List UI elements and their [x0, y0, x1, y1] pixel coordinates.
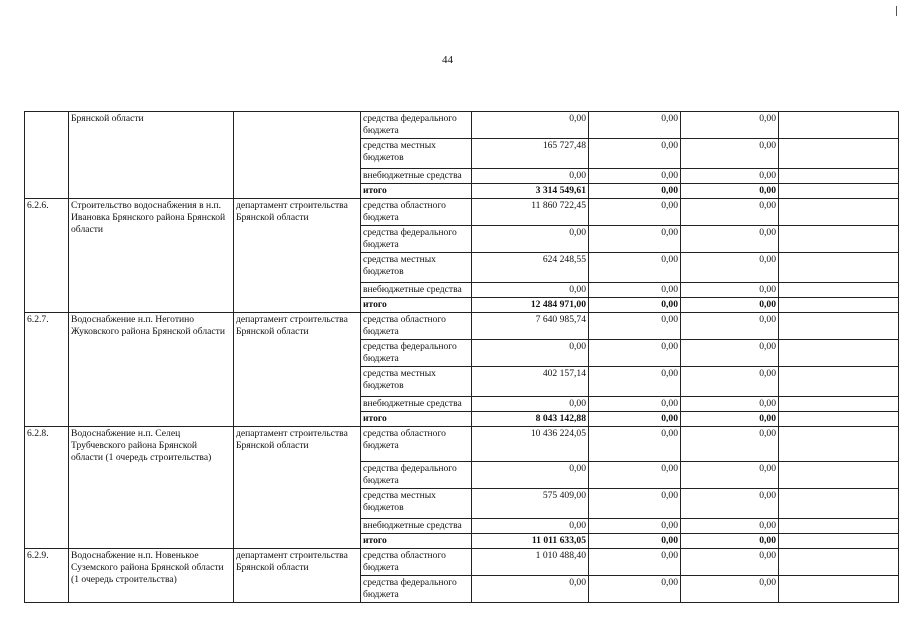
amount-year-2: 0,00	[589, 340, 681, 367]
amount-year-3: 0,00	[681, 313, 779, 340]
amount-year-3: 0,00	[681, 489, 779, 519]
amount-year-2: 0,00	[589, 489, 681, 519]
empty-cell	[779, 253, 899, 283]
amount-year-2: 0,00	[589, 462, 681, 489]
amount-year-1: 8 043 142,88	[472, 412, 589, 427]
amount-year-2: 0,00	[589, 184, 681, 199]
amount-year-3: 0,00	[681, 226, 779, 253]
amount-year-2: 0,00	[589, 112, 681, 139]
amount-year-2: 0,00	[589, 313, 681, 340]
amount-year-2: 0,00	[589, 534, 681, 549]
funding-source: средства областного бюджета	[361, 427, 472, 462]
amount-year-1: 624 248,55	[472, 253, 589, 283]
amount-year-2: 0,00	[589, 226, 681, 253]
empty-cell	[779, 226, 899, 253]
funding-source: средства областного бюджета	[361, 549, 472, 576]
amount-year-1: 11 011 633,05	[472, 534, 589, 549]
table-row	[25, 549, 899, 576]
item-name: Строительство водоснабжения в н.п. Ивановка Брянского района Брянской области	[69, 199, 234, 313]
amount-year-3: 0,00	[681, 534, 779, 549]
empty-cell	[779, 112, 899, 139]
amount-year-1: 11 860 722,45	[472, 199, 589, 226]
funding-source: итого	[361, 184, 472, 199]
empty-cell	[779, 169, 899, 184]
funding-source: внебюджетные средства	[361, 283, 472, 298]
responsible-department: департамент строительства Брянской области	[234, 313, 361, 427]
table-row	[25, 427, 899, 462]
responsible-department: департамент строительства Брянской области	[234, 427, 361, 549]
amount-year-3: 0,00	[681, 169, 779, 184]
table-row	[25, 199, 899, 226]
table-row	[25, 112, 899, 139]
amount-year-1: 165 727,48	[472, 139, 589, 169]
amount-year-1: 3 314 549,61	[472, 184, 589, 199]
empty-cell	[779, 427, 899, 462]
funding-source: средства областного бюджета	[361, 313, 472, 340]
amount-year-2: 0,00	[589, 199, 681, 226]
item-number: 6.2.6.	[25, 199, 69, 313]
item-name: Водоснабжение н.п. Неготино Жуковского района Брянской области	[69, 313, 234, 427]
empty-cell	[779, 397, 899, 412]
empty-cell	[779, 298, 899, 313]
funding-source: средства местных бюджетов	[361, 253, 472, 283]
funding-source: итого	[361, 298, 472, 313]
amount-year-1: 12 484 971,00	[472, 298, 589, 313]
item-name: Водоснабжение н.п. Селец Трубчевского района Брянской области (1 очередь строительства)	[69, 427, 234, 549]
empty-cell	[779, 340, 899, 367]
empty-cell	[779, 576, 899, 603]
empty-cell	[779, 367, 899, 397]
amount-year-2: 0,00	[589, 283, 681, 298]
amount-year-1: 0,00	[472, 112, 589, 139]
amount-year-3: 0,00	[681, 253, 779, 283]
amount-year-2: 0,00	[589, 576, 681, 603]
funding-source: внебюджетные средства	[361, 519, 472, 534]
amount-year-2: 0,00	[589, 397, 681, 412]
amount-year-3: 0,00	[681, 576, 779, 603]
table-row	[25, 313, 899, 340]
amount-year-1: 1 010 488,40	[472, 549, 589, 576]
funding-source: средства федерального бюджета	[361, 462, 472, 489]
amount-year-3: 0,00	[681, 112, 779, 139]
amount-year-1: 0,00	[472, 397, 589, 412]
amount-year-2: 0,00	[589, 519, 681, 534]
empty-cell	[779, 534, 899, 549]
amount-year-3: 0,00	[681, 549, 779, 576]
amount-year-1: 0,00	[472, 462, 589, 489]
amount-year-1: 0,00	[472, 576, 589, 603]
amount-year-3: 0,00	[681, 298, 779, 313]
amount-year-2: 0,00	[589, 412, 681, 427]
empty-cell	[779, 184, 899, 199]
amount-year-3: 0,00	[681, 412, 779, 427]
amount-year-2: 0,00	[589, 139, 681, 169]
funding-source: внебюджетные средства	[361, 169, 472, 184]
amount-year-1: 575 409,00	[472, 489, 589, 519]
amount-year-3: 0,00	[681, 199, 779, 226]
responsible-department: департамент строительства Брянской области	[234, 199, 361, 313]
amount-year-3: 0,00	[681, 139, 779, 169]
item-number: 6.2.7.	[25, 313, 69, 427]
amount-year-1: 0,00	[472, 340, 589, 367]
amount-year-1: 402 157,14	[472, 367, 589, 397]
empty-cell	[779, 549, 899, 576]
funding-source: средства местных бюджетов	[361, 489, 472, 519]
responsible-department: департамент строительства Брянской области	[234, 549, 361, 603]
amount-year-3: 0,00	[681, 367, 779, 397]
amount-year-3: 0,00	[681, 519, 779, 534]
funding-source: внебюджетные средства	[361, 397, 472, 412]
item-number	[25, 112, 69, 199]
amount-year-2: 0,00	[589, 169, 681, 184]
page-number: 44	[442, 54, 453, 66]
item-name: Брянской области	[69, 112, 234, 199]
budget-table	[24, 111, 899, 603]
responsible-department	[234, 112, 361, 199]
amount-year-1: 0,00	[472, 519, 589, 534]
amount-year-1: 0,00	[472, 226, 589, 253]
amount-year-3: 0,00	[681, 462, 779, 489]
funding-source: средства федерального бюджета	[361, 340, 472, 367]
amount-year-2: 0,00	[589, 367, 681, 397]
funding-source: итого	[361, 412, 472, 427]
empty-cell	[779, 519, 899, 534]
item-number: 6.2.8.	[25, 427, 69, 549]
amount-year-2: 0,00	[589, 427, 681, 462]
empty-cell	[779, 489, 899, 519]
amount-year-2: 0,00	[589, 253, 681, 283]
amount-year-1: 0,00	[472, 169, 589, 184]
funding-source: итого	[361, 534, 472, 549]
item-number: 6.2.9.	[25, 549, 69, 603]
amount-year-2: 0,00	[589, 549, 681, 576]
amount-year-1: 10 436 224,05	[472, 427, 589, 462]
funding-source: средства областного бюджета	[361, 199, 472, 226]
amount-year-1: 0,00	[472, 283, 589, 298]
amount-year-3: 0,00	[681, 184, 779, 199]
scan-edge-mark	[896, 6, 897, 16]
empty-cell	[779, 199, 899, 226]
funding-source: средства федерального бюджета	[361, 226, 472, 253]
amount-year-1: 7 640 985,74	[472, 313, 589, 340]
empty-cell	[779, 283, 899, 298]
empty-cell	[779, 412, 899, 427]
amount-year-3: 0,00	[681, 427, 779, 462]
funding-source: средства федерального бюджета	[361, 576, 472, 603]
amount-year-2: 0,00	[589, 298, 681, 313]
empty-cell	[779, 313, 899, 340]
item-name: Водоснабжение н.п. Новенькое Суземского района Брянской области (1 очередь строительства)	[69, 549, 234, 603]
funding-source: средства местных бюджетов	[361, 367, 472, 397]
empty-cell	[779, 139, 899, 169]
amount-year-3: 0,00	[681, 340, 779, 367]
funding-source: средства федерального бюджета	[361, 112, 472, 139]
amount-year-3: 0,00	[681, 397, 779, 412]
amount-year-3: 0,00	[681, 283, 779, 298]
empty-cell	[779, 462, 899, 489]
funding-source: средства местных бюджетов	[361, 139, 472, 169]
